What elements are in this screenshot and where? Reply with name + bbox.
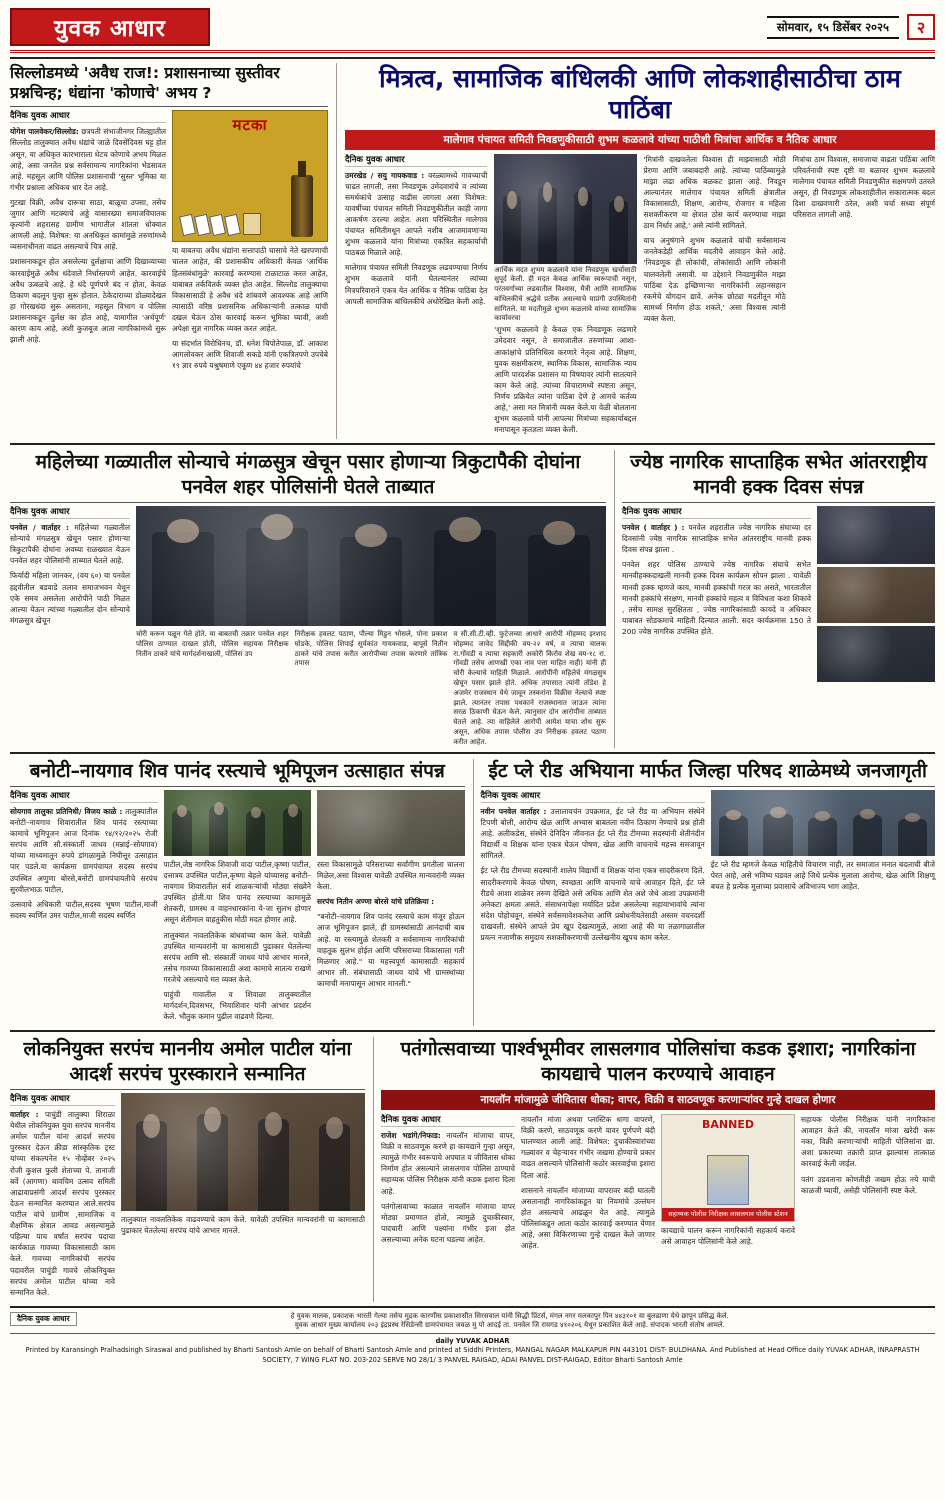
sub-byline: राजेश भडांगे/निफाड: <box>381 1131 441 1141</box>
byline: दैनिक युवक आधार <box>481 790 705 803</box>
story-eat-play-read-headline: ईट प्ले रीड अभियाना मार्फत जिल्हा परिषद शाळेमध्ये जनजागृती <box>488 759 927 782</box>
logo-text: युवक आधार <box>54 16 166 42</box>
lasalgaon-col4: सहायक पोलीस निरीक्षक यांनी नागरिकांना आवाहन केले की, नायलॉन मांजा खरेदी करू नका, विक्री करणाऱ्यांची माहिती पोलिसांना द्या. अशा प्रकारच्या तक्रारी प्राप्त झाल्यास तात्काळ कारवाई केली जाईल. पतंग उडवताना कोणतीही जखम होऊ नये याची काळजी घ्यावी, असेही पोलिसांनी स्पष्ट केले. <box>801 1115 935 1195</box>
award-ceremony-photo <box>121 1093 365 1211</box>
banoti-col3: रस्ता विकासामुळे परिसराच्या सर्वांगीण प्रगतीला चालना मिळेल,असा विश्वास यावेळी उपस्थित मान्यवरांनी व्यक्त केला. सरपंच नितीन अण्णा बोरसे यांचे प्रतिक्रिया : "बनोटी–नायगाव शिव पानंद रस्त्याचे काम मंजूर होऊन आज भूमिपूजन झाले, ही ग्रामस्थांसाठी आनंदाची बाब आहे. या रस्त्यामुळे शेतकरी व सर्वसामान्य नागरिकांची वाहतूक सुलभ होईल आणि परिसराच्या विकासाला गती मिळणार आहे." या महत्त्वपूर्ण कामासाठी सहकार्य आभार ली. संबंधासाठी जाधव यांचे भी ग्रामस्थांच्या कामाची मनापासून आभार मानली." <box>317 790 465 1027</box>
byline: दैनिक युवक आधार <box>381 1114 515 1127</box>
liquor-ad-graphic <box>172 110 328 242</box>
quote-lead: सरपंच नितीन अण्णा बोरसे यांचे प्रतिक्रिया : <box>317 897 435 907</box>
divider <box>10 752 935 754</box>
byline: दैनिक युवक आधार <box>10 1093 115 1106</box>
story-lasalgaon-headline: पतंगोत्सवाच्या पार्श्वभूमीवर लासलगाव पोलिसांचा कडक इशारा; नागरिकांना कायद्याचे पालन करण्याचे आवाहन <box>400 1038 916 1085</box>
story-mitratva-subbar: मालेगाव पंचायत समिती निवडणुकीसाठी शुभम कळलावे यांच्या पाठीशी मित्रांचा आर्थिक व नैतिक आधार <box>345 130 935 150</box>
ad-product-icon <box>707 1155 749 1205</box>
lasalgaon-col1: दैनिक युवक आधार राजेश भडांगे/निफाड: नायलॉन मांजाचा वापर, विक्री व साठवणूक करणे हा कायद्याने गुन्हा असून, त्यामुळे गंभीर स्वरूपाचे अपघात व जीवितास धोका निर्माण होत असल्याने लासलगाव पोलिस ठाण्याचे सहाय्यक पोलिस निरीक्षक यांनी कडक इशारा दिला आहे. पतंगोत्सवाच्या काळात नायलॉन मांजाचा वापर मोठ्या प्रमाणात होतो, त्यामुळे दुचाकीस्वार, पादचारी आणि पक्ष्यांना गंभीर इजा होत असल्याच्या अनेक घटना घडल्या आहेत. <box>381 1115 515 1245</box>
row-three <box>10 759 935 1027</box>
senior-photos <box>817 506 935 682</box>
handover-photo <box>494 154 636 264</box>
divider <box>10 1333 935 1334</box>
epr-col1: दैनिक युवक आधार नवीन पनवेल वार्ताहर : उत्तालायचंन उपक्रमात, ईट प्ले रीड या अभियान संस्थेने टिपणी बोली, आरोग्य खेळ आणि अभ्यास बाबतला नवीन ठिकाण नेण्याचे प्रश्न होती आहे. अलीकडेस, संस्थेने देनिदिन जीवनात ईट प्ले रीड टीमच्या सदस्यांनी शेतीनंदीन विद्यार्थी व शिक्षक यांना एकत्र घेऊन पोषण, खेळ आणि वाचनाचे महत्त्व समजावून सांगितले. ईट प्ले रीड टीमच्या सदस्यांनी शालेय विद्यार्थी व शिक्षक यांना एकत्र सादरीकरण दिले. सादरीकरणाचे केवळ पोषण, स्वच्छता आणि वाचनाचे याचे आवाहन दिले, ईट प्ले रीडचे आशा शाळेवर तरुण देखिते असे अधिक आणि शेत अशे जेथे आशा उपक्रमांनी अनेकटा क्षमता असते. संसाधनापेक्षा मर्यादित प्रदेश असलेल्या सहायाभावांचे त्यांना संदेश पोहोचवून, संस्थेने सर्वसमावेशकतेचा आणि प्रबोधनीयतेसाठी अस्तम वचनदर्शी दाखवली. संस्थेने आपले प्रेय खूप देखत्यामुळे, आशा आहे की या तळागाळातील प्रयत्न नजाणीक समुदाय सशक्तीकरणाची उल्लेखनीय खूपच काम करेल. <box>480 790 705 943</box>
divider <box>10 443 935 445</box>
issue-date: सोमवार, १५ डिसेंबर २०२५ <box>767 16 899 39</box>
newspaper-logo <box>10 8 210 46</box>
road-site-photo <box>317 790 465 856</box>
senior-meeting-photo-3 <box>817 626 935 682</box>
sarpanch-col1: दैनिक युवक आधार वार्ताहर : पाचुंडी तालुक्या शिराळा येथील लोकनियुक्त युवा सरपंच माननीय अमोल पाटील यांना आदर्श सरपंच पुरस्कार देऊन क्रीडा सांस्कृतिक ट्रस्ट यांच्या संकल्पनेत १५ नोव्हेंबर २०२५ रोजी कुशल फुली शेताच्या पे. तानाजी बर्वे (आगणा) बावचिम उत्सव समिती आढावाप्रसंगी आदर्श सरपंच पुरस्कार देऊन सन्मानित करण्यात आले.सरपंच पाटील यांचे ग्रामीण ,सामाजिक व शैक्षणिक क्षेत्रात आवड असल्यामुळे पहिल्या पाच वर्षांत सरपंच पदाचा कार्यकाळ गावच्या विकासासाठी काम केले. गावच्या नागरिकांची सरपंच पदावरील पाचुंडी गावचे लोकनियुक्त सरपंच अमोल पाटील यांच्या नावे सन्मानित केले. <box>10 1094 115 1297</box>
story-lasalgaon-subbar: नायलॉन मांजामुळे जीवितास धोका; वापर, विक्री व साठवणूक करणाऱ्यांवर गुन्हे दाखल होणार <box>381 1090 935 1110</box>
senior-meeting-photo-1 <box>817 506 935 564</box>
mitratva-col4: मित्रांचा ठाम विश्वास, समाजाचा वाढता पाठिंबा आणि परिवर्तनाची स्पष्ट दृष्टी या बळावर शुभम कळलावे मालेगाव पंचायत समिती निवडणुकीत सक्षमपणे उतरले असून, ही निवडणूक लोकशाहीतील सकारात्मक बदल दिशा दाखवणारी ठरेल, अशी चर्चा सध्या संपूर्ण परिसरात लागली आहे. <box>792 154 935 220</box>
page-number: २ <box>907 14 935 40</box>
story-mitratva <box>336 63 935 439</box>
row-four <box>10 1037 935 1301</box>
photo-caption-left: चोरी करून पळून गेले होते. या बाबतची तक्रार पनवेल शहर पोलिस ठाण्यात दाखल होती, पोलिस सहायक निरीक्षक नितीन ठाकरे यांचे मार्गदर्शनाखाली, पोलिस उप <box>136 630 289 658</box>
photo-caption: आर्थिक मदत शुभम कळलावे यांना निवडणूक खर्चासाठी सुपूर्द केली. ही मदत केवळ आर्थिक स्वरूपाची नसून, परंतवर्गाच्या लढवातील विश्वास, मैत्री आणि सामाजिक बांधिलकीचे श्रद्धेचे प्रतीक असल्याचे याप्रंगी उपस्थितांनी सांगितले. या मदतीमुळे शुभम कळलावे यांच्या सामाजिक कार्यावरचा <box>494 265 637 323</box>
story-sillod-col1 <box>10 110 166 375</box>
story-sillod <box>10 63 328 439</box>
senior-meeting-photo-2 <box>817 567 935 623</box>
ad-strip-text: सहाय्यक पोलीस निरीक्षक लासलगाव पोलीस स्टेशन <box>662 1208 794 1221</box>
gold-chain-col1: दैनिक युवक आधार पनवेल / वार्ताहर : महिलेच्या गळ्यातील सोन्याचे मंगळसुत्र खेचून पसार होणाऱ्या त्रिकुटापैकी दोघांना अवघ्या राळख्यात येऊन पनवेल शहर पोलिसांनी ताब्यात घेतले आहे. फिर्यादी महिला जानकर, (वय ६०) या पनवेल हद्दवीतील बडवाडे तलाव समाजभवन येथून एके समय असलेला आरोपीने पाठी मिळत आल्या येऊन त्यांच्या गळ्यातील दोन सोन्याचे मंगळसुत्र खेचून <box>10 507 130 625</box>
divider <box>10 1089 365 1090</box>
mitratva-col3: 'मित्रांनी दाखवलेला विश्वास ही माझ्यासाठी मोठी प्रेरणा आणि जबाबदारी आहे. त्यांच्या पाठिंब्यामुळे माझा लढा अधिक बळकट झाला आहे. निवडून आल्यानंतर मालेगाव पंचायत समिती क्षेत्रातील विकासासाठी, शिक्षण, आरोग्य, रोजगार व महिला सशक्तीकरण या क्षेत्रात ठोस कार्य करण्याचा माझा ठाम निर्धार आहे,' असे त्यांनी सांगितले. याच अनुषंगाने शुभम कळलावे यांची सर्वसामान्य जनतेकडेही आर्थिक मदतीचे आवाहन केले आहे. 'निवडणूक ही लोकांची, लोकांसाठी आणि लोकांनी चालवलेली असावी. या उद्देशाने निवडणुकीत माझा पाठिंबा देऊ इच्छिणाऱ्या नागरिकांनी लहानसहान रकमेचे योगदान द्यावे. अनेक छोट्या मदतीतून मोठे सामर्थ्य निर्माण होऊ शकते,' असा विश्वास त्यांनी व्यक्त केला. <box>643 154 786 324</box>
liquor-ad-title: मटका <box>232 116 268 135</box>
senior-col1: दैनिक युवक आधार पनवेल ( वार्ताहर ) : पनवेल शहरातील ज्येष्ठ नागरिक संघाच्या दर दिवसांनी ज्येष्ठ नागरिक साप्ताहिक सभेत आंतरराष्ट्रीय मानवी हक्क दिवस संपन्न झाला . पनवेल शहर पोलिस ठाण्याचे ज्येष्ठ नागरिक संघाचे सभेत मानवीहक्कदाखली मानवी हक्क दिवस कार्यक्रम सोपन झाला . यावेळी मानवी हक्क म्हणजे काय, मानवी हक्कांची गरज का असते, भारतातील मानवी हक्कांचे संरक्षण, मानवी हक्कांचे महत्व व विविधता कशा शिकावे , तसेच सामक्ष सुरक्षितता , ज्येष्ठ नागरिकांसाठी कायदे व अधिकार याबाबत सोडकमाचे माहिती दिल्यात आली. सदर कार्यक्रमास 150 ते 200 ज्येष्ठ नागरिक उपस्थित होते. <box>622 507 811 636</box>
story-mitratva-headline: मित्रत्व, सामाजिक बांधिलकी आणि लोकशाहीसाठीचा ठाम पाठिंबा <box>379 64 901 125</box>
story-senior-citizen-headline: ज्येष्ठ नागरिक साप्ताहिक सभेत आंतरराष्ट्रीय मानवी हक्क दिवस संपन्न <box>630 451 927 498</box>
story-sillod-body2: या बाबतचा अवैध धंद्यांना सत्तापाठी घासाचे नेते खरपणाची चालत आहेत, की प्रशासकीय अधिकारी केवळ 'आर्थिक हितसंबंधांमुळे' कारवाई करण्यास टाळाटाळ करत आहेत, याबाबत तर्कवितर्क व्यक्त होत आहेत. सिल्लोड तालुक्याचा विकासासाठी हे अवैध धंदे शांबवणे आवश्यक आहे आणि त्यासाठी वरिष्ठ प्रशासनिक अधिकाऱ्यांनी तत्काळ यांची दखल घेऊन ठोस कारवाई करून भूमिका घ्यावी, अशी अपेक्षा सुज्ञ नागरिक व्यक्त करत आहेत. या संदर्भात विरोधिनच, डॉ. धनेश चिपोतेपाळ, डॉ. आकाश आगलोवकर आणि शिवाजी सकडे यांनी एकत्रितपणे उपचेबे १९ ज्ञार रुपये यश्रुषमाणे एकूण ४४ हजार रुपयांचे <box>172 246 328 371</box>
mitratva-col2: आर्थिक मदत शुभम कळलावे यांना निवडणूक खर्चासाठी सुपूर्द केली. ही मदत केवळ आर्थिक स्वरूपाची नसून, परंतवर्गाच्या लढवातील विश्वास, मैत्री आणि सामाजिक बांधिलकीचे श्रद्धेचे प्रतीक असल्याचे याप्रंगी उपस्थितांनी सांगितले. या मदतीमुळे शुभम कळलावे यांच्या सामाजिक कार्यावरचा 'शुभम कळलावे हे केवळ एक निवडणूक लढणारे उमेदवार नसून, ते समाजातील तरुणांच्या आशा-आकांक्षांचे प्रतिनिधित्व करणारे नेतृत्व आहे. शिक्षण, युवक सक्षमीकरण, स्थानिक विकास, सामाजिक न्याय आणि पारदर्शक प्रशासन या विषयावर त्यांनी सातत्याने काम केले आहे. त्यांच्या विचारामध्ये स्पष्टता असून, निर्णय प्रक्रियेत त्यांना पाठिंबा देणे हे आमचे कर्तव्य आहे,' असा मत मित्रांनी व्यक्त केले.या वेळी बोलताना शुभम कळलावे यांनी आपल्या मित्रांच्या सहकार्याबद्दल मनापासून कृतज्ञता व्यक्त केली. <box>494 154 636 440</box>
arrest-photo <box>136 506 606 626</box>
mitratva-col1: दैनिक युवक आधार उमरखेड / सयु गायकवाड : वरळ्यामध्ये गावच्याची चाढत लागली, तसा निवडणूक उमेदवारांचे व त्यांच्या समर्थकांचे उत्साह वाढीस लागला असा विशेषत: यावर्षीच्या पंचायत समिती निवडणुकीतील काही जागा आकर्षण ठरल्या आहेत. अशा परिस्थितीत मालेगाव पंचायत समितीमधून आपले नशीब आजमावणाऱ्या शुभम कळलावे यांना मित्रांच्या एकत्रित सहकार्याची पाठबळ मिळाले आहे. मालेगाव पंचायत समिती निवडणूक लढवण्याचा निर्णय शुभम कळलावे यांनी घेतल्यानंतर त्यांच्या मित्रपरिवाराने एकत्र येत आर्थिक व नैतिक पाठिंबा देत आपली सामाजिक बांधिलकीचे अधोरेखित केली आहे. <box>345 154 488 306</box>
sub-byline: उमरखेड / सयु गायकवाड : <box>345 170 425 180</box>
playing-cards-icon <box>181 215 239 235</box>
sub-byline: पनवेल / वार्ताहर : <box>10 523 69 532</box>
glass-icon <box>243 213 261 235</box>
byline: दैनिक युवक आधार <box>345 154 487 167</box>
story-banoti-road <box>10 759 465 1027</box>
footer-note-top: हे युवक मालक, प्रकाशक भारती गेल्या तसेच मुद्रक कारणीस प्रकाशासीत सिरसवाल यांनी सिद्धी प्रिंटर्स, मंगल नगर मलकापुर पिन ४४३१०१ या बुलढाणा येथे छापून प्रसिद्ध केले. <box>290 1311 729 1320</box>
story-sillod-body1: योगेश पालवेकर/सिल्लोड: छत्रपती संभाजीनगर जिल्ह्यातील सिल्लोड तालुक्यात अवैध धंद्यांचे जाळे दिवसेंदिवस घट्ट होत असून, या अधिकृत कारभाराला थेटच कोणाचे अभय मिळत आहे, असा जनतेत प्रश्न सर्वसामान्य नागरिकांना भेडसावत आहे. महसूल आणि पोलिस प्रशासनाची 'सुस्त' भूमिका या गंभीर प्रश्नाला अधिकच धार देत आहे. गुटखा विक्री, अवैध दारूचा साठा, बाळूचा उपसा, तसेच जुगार आणि मटक्याचे अड्डे यासारख्या समाजविघातक कृत्यांनी शहरासह ग्रामीण भागातील शांतता धोक्यात आणली आहे. विशेषत: या अनधिकृत कामांमुळे तरुणांमध्ये व्यसनाधीनता वाढत असल्याचे चित्र आहे. प्रशासनाकडून होत असलेल्या दुर्लक्षाचा आणि दिखाव्याच्या कारवाईमुळे अवैध धंदेवाले निर्धास्तपणे आहेत. कारवाईचे अवैध ऊबळचे आहे. हे धंदे पूर्णपणे बंद न होता, केवळ ठिकाण बदलून पुन्हा सुरू होतात. ठेकेदाराच्या डोळ्यादेखत हा गोरखधंदा सुरू असताना, महसूल विभाग व पोलिस प्रशासनाकडून दुर्लक्ष का होत आहे, यामागील 'अर्थपूर्ण' कारण काय आहे, अशी कुजबूज आता नागरिकांमध्ये सुरू झाली आहे. <box>10 127 166 345</box>
masthead-right <box>767 14 935 40</box>
imprint-title: daily YUVAK ADHAR <box>435 1336 510 1345</box>
sub-byline: सोयगाव तालुका प्रतिनिधी/ विजय काळे : <box>10 806 123 816</box>
byline: दैनिक युवक आधार <box>10 110 166 123</box>
story-sarpanch-headline: लोकनियुक्त सरपंच माननीय अमोल पाटील यांना आदर्श सरपंच पुरस्काराने सन्मानित <box>23 1038 352 1085</box>
story-lasalgaon-police <box>373 1037 935 1301</box>
lead-block <box>10 63 935 439</box>
sub-byline: वार्ताहर : <box>10 1110 39 1120</box>
byline: दैनिक युवक आधार <box>622 506 811 519</box>
sub-byline: नवीन पनवेल वार्ताहर : <box>480 806 547 816</box>
footer-note-mid: युवक आधार मुख्य कार्यालय २०३ इंद्रप्रस्थ रेसिडेन्सी ग्रामपंचायत जवळ मु पो आदई ता. पनवेल जि रायगड ४१०२०६ येथून प्रकाशित केले आहे. संपादक भारती संतोष आमले. <box>294 1320 725 1329</box>
row-two <box>10 450 935 747</box>
story-senior-citizen <box>614 450 935 747</box>
gold-chain-photo-block <box>136 506 606 748</box>
sarpanch-col2: तालुक्यात नावलतिकेक वाढवण्याचे काम केले. यावेळी उपस्थित मान्यवरांनी या कामासाठी पुढाकार घेतलेल्या सरपंच यांचे आभार मानले. <box>121 1093 365 1302</box>
footer <box>10 1312 935 1366</box>
lasalgaon-col2: नायलॉन मांजा अथवा प्लास्टिक धागा वापरणे, विक्री करणे, साठवणूक करणे यावर पूर्णपणे बंदी घालण्यात आली आहे. विशेषत: दुचाकीस्वारांच्या गळ्यावर व चेहऱ्यावर गंभीर जखमा होण्याचे प्रकार वाढत असल्याने पोलिसांनी कठोर कारवाईचा इशारा दिला आहे. शासनाने नायलॉन मांजाच्या वापरावर बंदी घातली असतानाही नागरिकांकडून या नियमांचे उल्लंघन होत असल्याचे आढळून येत आहे. त्यामुळे पोलिसांकडून आता कठोर कारवाई करण्यात येणार आहे, असा विकिरणाच्या गुन्हे दाखल केले जाणार आहेत. <box>521 1115 655 1251</box>
bhumipujan-photo <box>164 790 312 856</box>
divider <box>10 502 606 503</box>
bottle-icon <box>291 175 313 237</box>
epr-col2: ईट प्ले रीड म्हणजे केवळ माहितीचे विचारण नाही, तर समाजात मनात बदलाची बीजे पेरत आहे, असे भविष्य घडवत आहे जिथे प्रत्येक मुलाला आरोग्य, खेळ आणि शिक्षणू बचत हे प्रत्येक मुलाच्या प्रवासाचे अविभाज्य भाग आहेत. <box>711 790 935 947</box>
divider <box>10 57 935 59</box>
imprint-body: Printed by Karansingh Pralhadsingh Siraswal and published by Bharti Santosh Amle on behalf of Bharti Santosh Amle and printed at Siddhi Printers, MANGAL NAGAR MALKAPUR PIN 443101 DIST- BULDHANA. And Published at Head Office daily YUVAK ADHAR, INRAPRASTH SOCIETY, 7 WING FLAT NO. 203-202 SERVE NO 28/1/ 3 PANVEL RAIGAD, ADAI PANVEL DIST-RAIGAD, Editor Bharti Santosh Amle <box>25 1346 920 1364</box>
story-sarpanch-award <box>10 1037 365 1301</box>
masthead <box>10 8 935 53</box>
sub-byline: योगेश पालवेकर/सिल्लोड: <box>10 127 79 137</box>
divider <box>10 1306 935 1308</box>
lasalgaon-col3: BANNED सहाय्यक पोलीस निरीक्षक लासलगाव पोलीस स्टेशन कायद्याचे पालन करून नागरिकांनी सहकार्य करावे असे आवाहन पोलिसांनी केले आहे. <box>661 1114 795 1255</box>
story-gold-chain-headline: महिलेच्या गळ्यातील सोन्याचे मंगळसुत्र खेचून पसार होणाऱ्या त्रिकुटापैकी दोघांना पनवेल शहर पोलिसांनी घेतले ताब्यात <box>35 451 581 498</box>
story-eat-play-read <box>473 759 936 1027</box>
footer-tag: दैनिक युवक आधार <box>10 1312 77 1326</box>
story-sillod-headline: सिल्लोडमध्ये 'अवैध राज!: प्रशासनाच्या सुस्तीवर प्रश्नचिन्ह; धंद्यांना 'कोणाचे' अभय ? <box>10 64 280 103</box>
byline: दैनिक युवक आधार <box>10 506 130 519</box>
school-children-photo <box>711 790 935 856</box>
divider <box>10 1030 935 1032</box>
sub-byline: पनवेल ( वार्ताहर ) : <box>622 523 685 532</box>
photo-caption-right: व सी.सी.टी.व्ही. फुटेजच्या आधारे आरोपी मोहम्मद इरशाद मोहम्मद जावेद सिद्दीकी वय-२२ वर्ष, व त्याचा चालक रा.गोंवडी व त्याचा सहकारी अकोरी किरोव शेख वय-१८ रा. गोंवडी तसेच आणखी एका नाव पत्ता माहित नाही) यांनी ही चोरी केल्याचे माहिती मिळाले. आरोपींनी महिलेचे मंगळसुत्र खेचून पसार झाले होते. अधिक तपासात त्यांनी तोंडेश हे अजमेर राजस्थान येथे जावून तस्करांना विक्रीस नेल्याचे स्पष्ट झाले. त्यानंतर तपास पथकाने राजस्थानात जाऊन त्यांना सरळ ठिकाणी घेऊन केले. त्यानुसार दोन आरोपींना ताब्यात घेतले आहे. त्या वाहिलेले आरोपी आयेश याचा शोध सुरू असून, अधिक तपास पोलीस उप निरीक्षक हवलट पठाण करीत आहेत. <box>453 630 607 746</box>
story-gold-chain <box>10 450 606 747</box>
banoti-col2: पाटील,जेष्ठ नागरिक शिवाजी वादा पाटील,कृष्णा पाटील, दत्तात्रय उपस्थित पाटील,कृष्णा बेहले यांच्यासह बनोटी–नायगाव शिवारातील सर्व शाळकऱ्यांची मोठ्या संख्येने उपस्थित होती.या शिव पानंद रस्त्याच्या कामामुळे शेतकरी, ग्रामस्थ व वाहनधारकांना ये-जा सुलभ होणार असून शेतीमाल वाहतुकीस मोठी मदत होणार आहे. तालुक्यात नावलतिकेक बांधवांच्या काम केले. यावेळी उपस्थित मान्यवरांनी या कामासाठी पुढाकार घेतलेल्या सरपंच आणि सौ. संस्कार्ती जाधव यांचे आभार मानले, तसेच गावच्या विकासासाठी अशा कामाचे सातत्य राखणे गरजेचे असल्याचे मत व्यक्त केले. पाहुंची गावातील व शिवाळा तालुक्यातील मार्गदर्शन,दिवसभर, भियाशिवार यांनी आभार प्रदर्शन केले. भौतुक कमान पुढील वाढवणे दिल्या. <box>164 790 312 1027</box>
byline: दैनिक युवक आधार <box>10 790 158 803</box>
divider <box>622 502 935 503</box>
story-banoti-headline: बनोटी–नायगाव शिव पानंद रस्त्याचे भूमिपूजन उत्साहात संपन्न <box>29 759 445 782</box>
nylon-manja-ad <box>661 1114 795 1222</box>
banoti-col1: दैनिक युवक आधार सोयगाव तालुका प्रतिनिधी/ विजय काळे : तालुक्यातील बनोटी–नायगाव शिवारातील शिव पानंद रस्त्याच्या कामाचे भूमिपूजन आज दिनांक १४/१२/२०२५ रोजी सरपंच आणि सौ.संस्कार्ती जाधव (मन्नाई–सोयगाव) यांच्या माध्यमातून रुपये डांगळामुळे निघीत्तूर उत्साहात पार पडले.या कार्यक्रमा ग्रामपंचायत सदस्य सरपंच उपस्थित अणुणा बोरसे,बनोटी ग्रामपंचायतीचे सरपंच सुरवीलभाऊ पाटील, उत्सवाचे अधिकारी पाटील,सदस्य भूषण पाटील,माजी सदस्य स्वर्णित उमर पाटील,माजी सदस्य स्वर्णित <box>10 790 158 920</box>
divider <box>10 106 328 107</box>
divider <box>10 786 465 787</box>
ad-brand: BANNED <box>702 1118 754 1132</box>
photo-caption-mid: निरीक्षक हवलट पठाण, पौल्या मिडुन भोसले, पोना प्रकाश घोडके, पोलिस शिपाई सूर्यकांत गायकवाड, बापूसे नितीन ठाकरे यांचे तपास करीत आरोपींच्या तपास करणारे तांत्रिक तपास <box>294 630 448 668</box>
divider <box>481 786 936 787</box>
story-sillod-col2 <box>172 110 328 375</box>
